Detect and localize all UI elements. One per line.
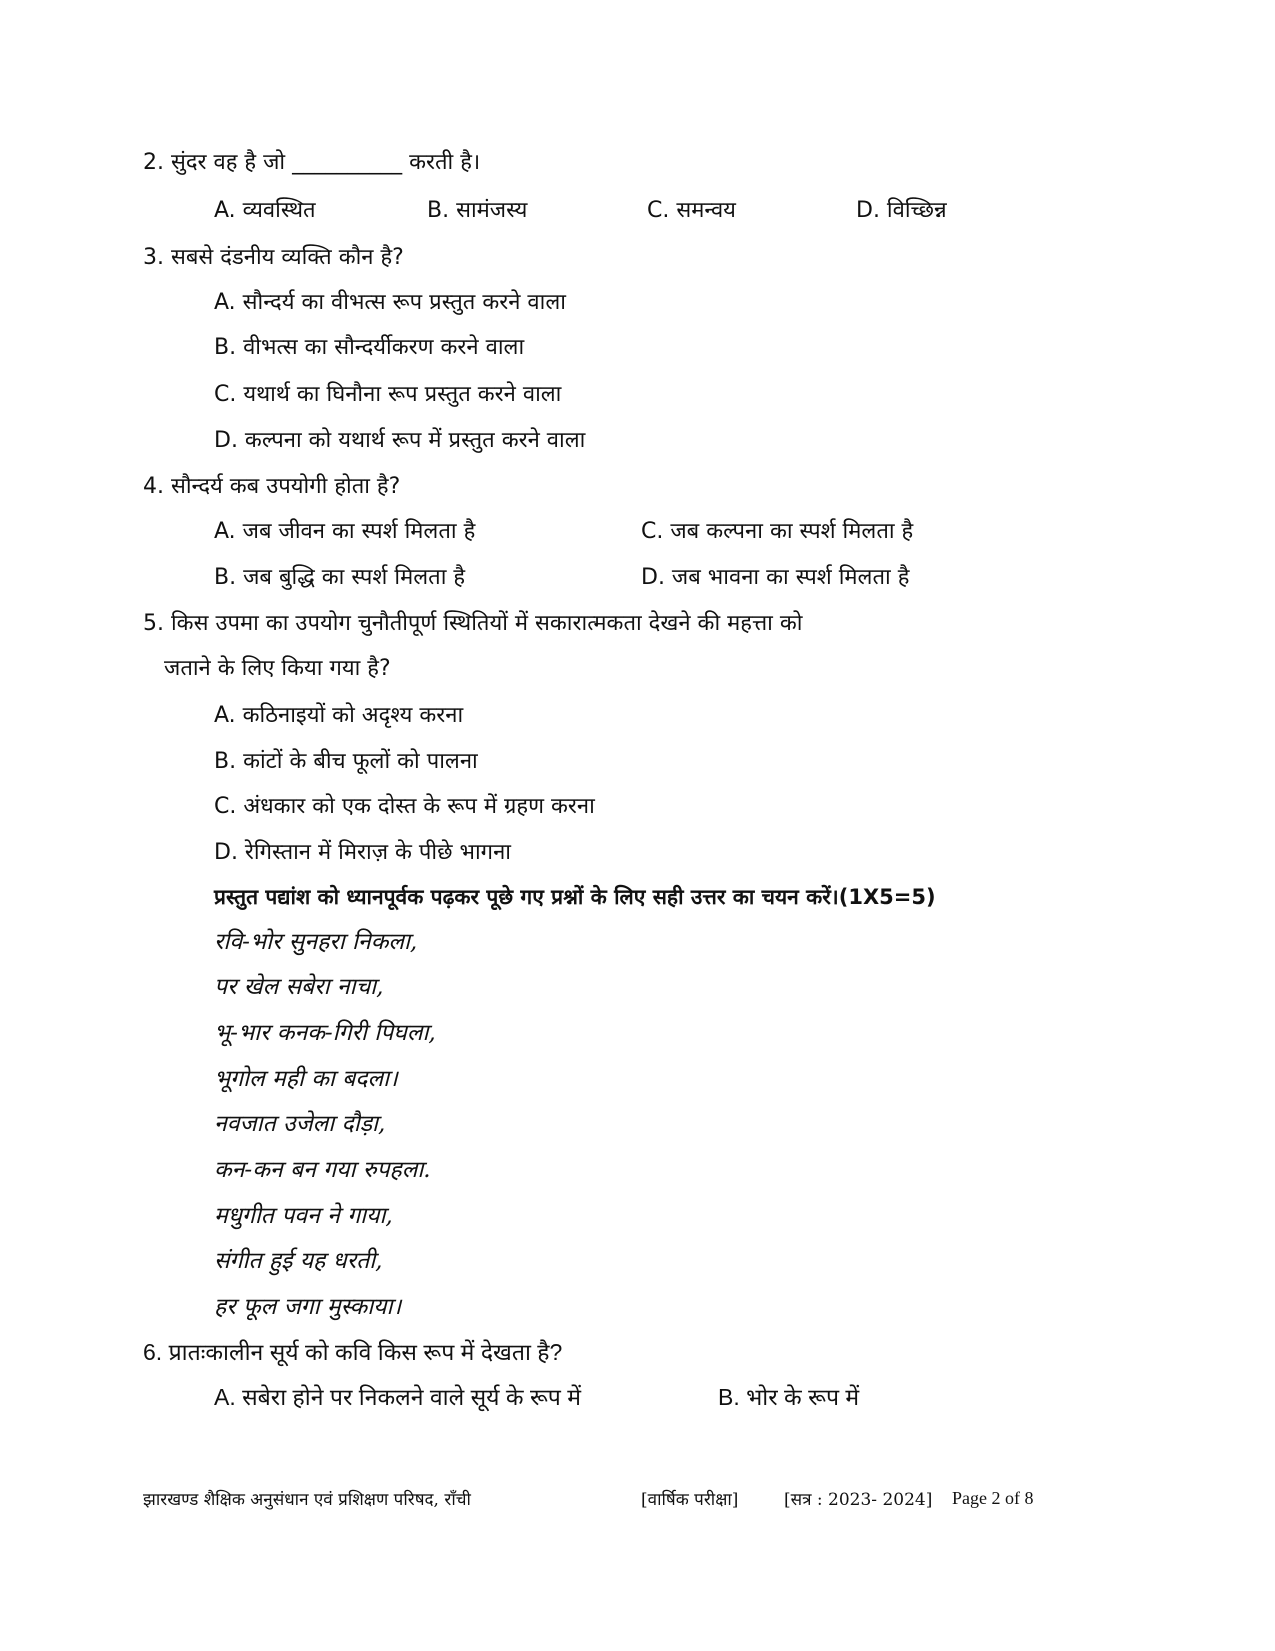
question-3-stem: 3. सबसे दंडनीय व्यक्ति कौन है? [143, 245, 404, 270]
question-6-option-a: A. सबेरा होने पर निकलने वाले सूर्य के रूप में [214, 1384, 582, 1410]
question-3-option-a: A. सौन्दर्य का वीभत्स रूप प्रस्तुत करने वाला [214, 290, 566, 315]
passage-instruction: प्रस्तुत पद्यांश को ध्यानपूर्वक पढ़कर पूछे गए प्रश्नों के लिए सही उत्तर का चयन करें।(1X5=5) [214, 885, 936, 909]
question-5-stem-line-2: जताने के लिए किया गया है? [164, 656, 391, 681]
question-4-option-c: C. जब कल्पना का स्पर्श मिलता है [641, 519, 914, 544]
question-5-option-b: B. कांटों के बीच फूलों को पालना [214, 749, 478, 774]
question-5-option-d: D. रेगिस्तान में मिराज़ के पीछे भागना [214, 840, 511, 865]
question-5-option-a: A. कठिनाइयों को अदृश्य करना [214, 703, 464, 728]
footer-institution: झारखण्ड शैक्षिक अनुसंधान एवं प्रशिक्षण परिषद, राँची [143, 1490, 471, 1510]
poem-line-4: भूगोल मही का बदला। [214, 1066, 398, 1092]
poem-line-5: नवजात उजेला दौड़ा, [214, 1111, 386, 1137]
poem-line-6: कन-कन बन गया रुपहला. [214, 1157, 431, 1183]
footer-session: [सत्र : 2023- 2024] [784, 1490, 933, 1510]
poem-line-2: पर खेल सबेरा नाचा, [214, 974, 384, 1000]
question-5-stem-line-1: 5. किस उपमा का उपयोग चुनौतीपूर्ण स्थितियों में सकारात्मकता देखने की महत्ता को [143, 611, 803, 636]
poem-line-1: रवि-भोर सुनहरा निकला, [214, 929, 418, 955]
poem-line-9: हर फूल जगा मुस्काया। [214, 1294, 402, 1320]
question-3-option-d: D. कल्पना को यथार्थ रूप में प्रस्तुत करने वाला [214, 428, 586, 453]
question-2-option-b: B. सामंजस्य [427, 198, 528, 223]
question-6-option-b: B. भोर के रूप में [718, 1384, 860, 1410]
question-4-option-b: B. जब बुद्धि का स्पर्श मिलता है [214, 565, 466, 590]
question-2-option-d: D. विच्छिन्न [856, 198, 947, 223]
question-6-stem: 6. प्रातःकालीन सूर्य को कवि किस रूप में देखता है? [143, 1339, 563, 1365]
question-3-option-c: C. यथार्थ का घिनौना रूप प्रस्तुत करने वाला [214, 382, 562, 407]
question-2-option-c: C. समन्वय [647, 198, 736, 223]
question-2-stem: 2. सुंदर वह है जो __________ करती है। [143, 150, 481, 175]
question-4-option-a: A. जब जीवन का स्पर्श मिलता है [214, 519, 476, 544]
question-4-option-d: D. जब भावना का स्पर्श मिलता है [641, 565, 910, 590]
footer-page-number: Page 2 of 8 [952, 1488, 1034, 1508]
question-4-stem: 4. सौन्दर्य कब उपयोगी होता है? [143, 474, 401, 499]
question-2-option-a: A. व्यवस्थित [214, 198, 316, 223]
question-3-option-b: B. वीभत्स का सौन्दर्यीकरण करने वाला [214, 335, 525, 360]
poem-line-7: मधुगीत पवन ने गाया, [214, 1203, 393, 1229]
question-5-option-c: C. अंधकार को एक दोस्त के रूप में ग्रहण करना [214, 794, 595, 819]
poem-line-8: संगीत हुई यह धरती, [214, 1248, 383, 1274]
poem-line-3: भू-भार कनक-गिरी पिघला, [214, 1020, 436, 1046]
footer-exam: [वार्षिक परीक्षा] [641, 1490, 739, 1510]
